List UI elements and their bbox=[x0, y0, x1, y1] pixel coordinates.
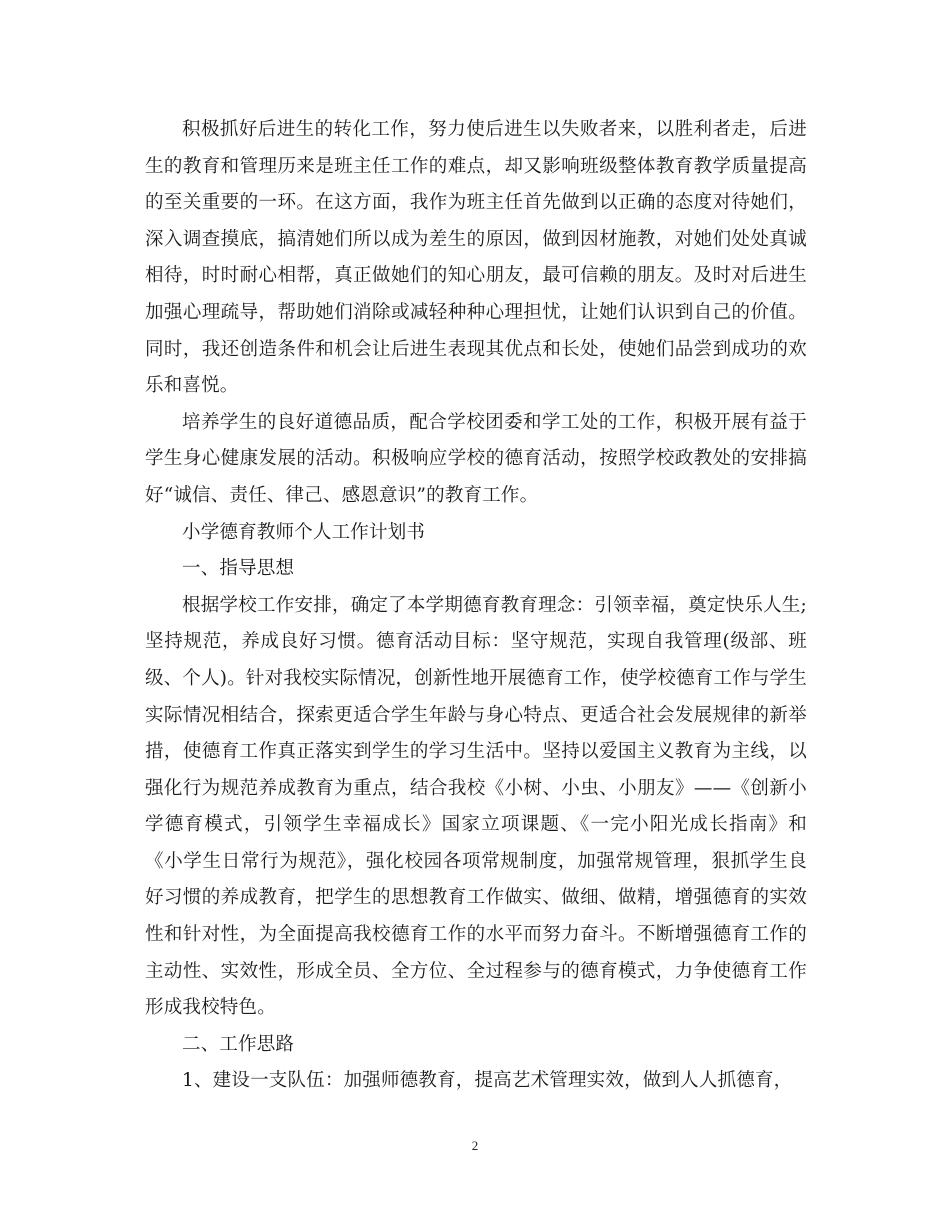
document-body bbox=[145, 112, 807, 1100]
section-heading-work-approach: 二、工作思路 bbox=[182, 1033, 295, 1055]
page-number: 2 bbox=[471, 1138, 479, 1153]
paragraph-underachiever-transformation: 积极抓好后进生的转化工作，努力使后进生以失败者来，以胜利者走，后进生的教育和管理历来是班主任工作的难点，却又影响班级整体教育教学质量提高的至关重要的一环。在这方面，我作为班主任首先做到以正确的态度对待她们，深入调查摸底，搞清她们所以成为差生的原因，做到因材施教，对她们处处真诚相待，时时耐心相帮，真正做她们的知心朋友，最可信赖的朋友。及时对后进生加强心理疏导，帮助她们消除或减轻种种心理担忧，让她们认识到自己的价值。同时，我还创造条件和机会让后进生表现其优点和长处，使她们品尝到成功的欢乐和喜悦。 bbox=[145, 119, 807, 397]
list-item-build-team: 1、建设一支队伍：加强师德教育，提高艺术管理实效，做到人人抓德育， bbox=[182, 1070, 793, 1092]
section-heading-guiding-ideology: 一、指导思想 bbox=[182, 558, 295, 580]
document-title-work-plan: 小学德育教师个人工作计划书 bbox=[182, 521, 426, 543]
paragraph-moral-quality: 培养学生的良好道德品质，配合学校团委和学工处的工作，积极开展有益于学生身心健康发展的活动。积极响应学校的德育活动，按照学校政教处的安排搞好“诚信、责任、律己、感恩意识”的教育工作。 bbox=[145, 411, 807, 506]
paragraph-guiding-ideology: 根据学校工作安排，确定了本学期德育教育理念：引领幸福，奠定快乐人生;坚持规范，养成良好习惯。德育活动目标：坚守规范，实现自我管理(级部、班级、个人)。针对我校实际情况，创新性地开展德育工作，使学校德育工作与学生实际情况相结合，探索更适合学生年龄与身心特点、更适合社会发展规律的新举措，使德育工作真正落实到学生的学习生活中。坚持以爱国主义教育为主线，以强化行为规范养成教育为重点，结合我校《小树、小虫、小朋友》——《创新小学德育模式，引领学生幸福成长》国家立项课题、《一完小阳光成长指南》和《小学生日常行为规范》，强化校园各项常规制度，加强常规管理，狠抓学生良好习惯的养成教育，把学生的思想教育工作做实、做细、做精，增强德育的实效性和针对性，为全面提高我校德育工作的水平而努力奋斗。不断增强德育工作的主动性、实效性，形成全员、全方位、全过程参与的德育模式，力争使德育工作形成我校特色。 bbox=[145, 594, 807, 1019]
